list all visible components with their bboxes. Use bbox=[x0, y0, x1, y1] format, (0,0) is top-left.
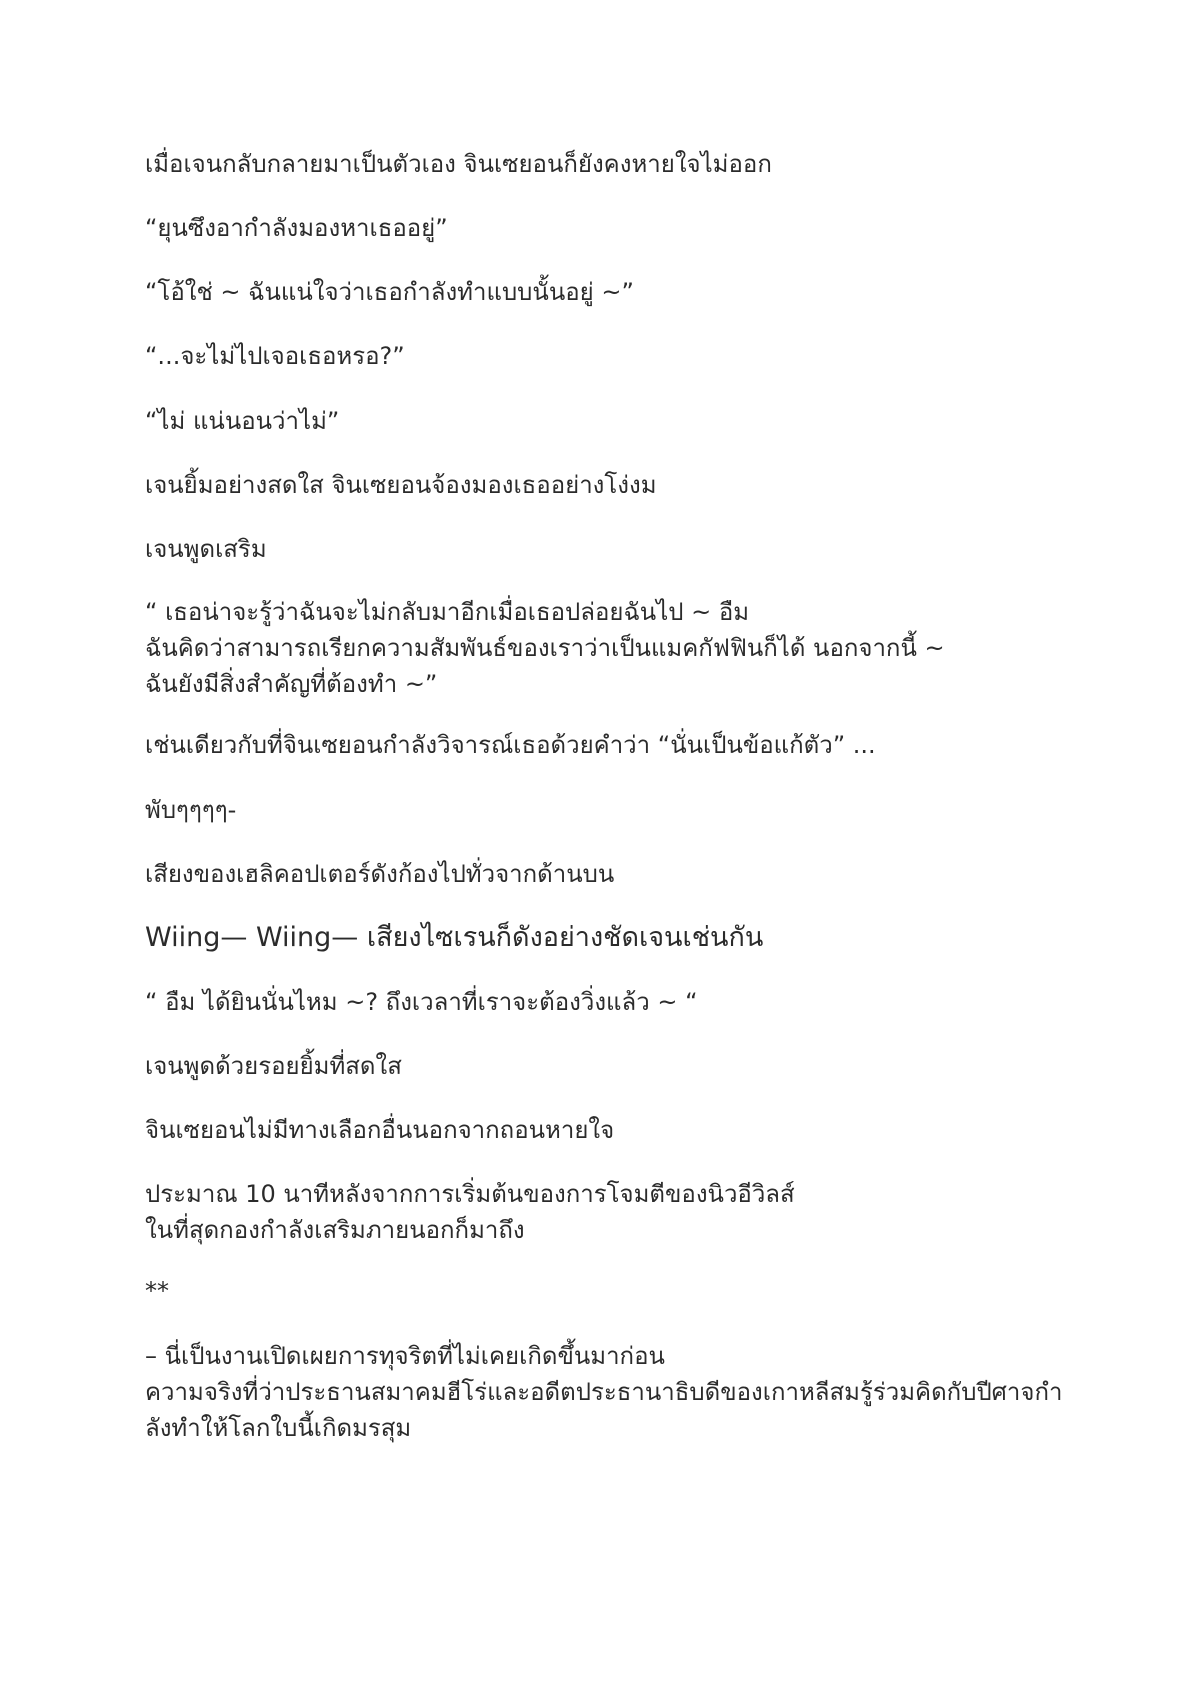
text-line: ฉันคิดว่าสามารถเรียกความสัมพันธ์ของเราว่าเป็นแมคกัฟฟินก็ได้ นอกจากนี้ ~ bbox=[145, 634, 945, 662]
text-line: “โอ้ใช่ ~ ฉันแน่ใจว่าเธอกำลังทำแบบนั้นอยู่ ~” bbox=[145, 278, 634, 306]
text-line: เจนพูดด้วยรอยยิ้มที่สดใส bbox=[145, 1052, 402, 1080]
text-line: จินเซยอนไม่มีทางเลือกอื่นนอกจากถอนหายใจ bbox=[145, 1116, 615, 1144]
paragraph bbox=[145, 467, 1065, 503]
text-line: เจนพูดเสริม bbox=[145, 535, 267, 563]
text-line: “ อืม ได้ยินนั่นไหม ~? ถึงเวลาที่เราจะต้องวิ่งแล้ว ~ “ bbox=[145, 988, 698, 1016]
text-line: ประมาณ 10 นาทีหลังจากการเริ่มต้นของการโจมตีของนิวอีวิลส์ bbox=[145, 1180, 795, 1208]
text-line: – นี่เป็นงานเปิดเผยการทุจริตที่ไม่เคยเกิดขึ้นมาก่อน bbox=[145, 1342, 665, 1370]
paragraph bbox=[145, 1048, 1065, 1084]
text-line: ในที่สุดกองกำลังเสริมภายนอกก็มาถึง bbox=[145, 1216, 525, 1244]
paragraph bbox=[145, 920, 1065, 956]
paragraph bbox=[145, 146, 1065, 182]
paragraph bbox=[145, 1176, 1065, 1248]
paragraph bbox=[145, 792, 1065, 828]
text-line: “ไม่ แน่นอนว่าไม่” bbox=[145, 407, 340, 435]
text-line: ลังทำให้โลกใบนี้เกิดมรสุม bbox=[145, 1414, 412, 1442]
paragraph bbox=[145, 531, 1065, 567]
text-line: เสียงของเฮลิคอปเตอร์ดังก้องไปทั่วจากด้านบน bbox=[145, 860, 615, 888]
paragraph bbox=[145, 338, 1065, 374]
paragraph bbox=[145, 1273, 1065, 1309]
paragraph bbox=[145, 1338, 1065, 1446]
paragraph bbox=[145, 210, 1065, 246]
paragraph bbox=[145, 274, 1065, 310]
paragraph bbox=[145, 403, 1065, 439]
text-line: “ เธอน่าจะรู้ว่าฉันจะไม่กลับมาอีกเมื่อเธอปล่อยฉันไป ~ อืม bbox=[145, 598, 750, 626]
text-line: Wiing— Wiing— เสียงไซเรนก็ดังอย่างชัดเจนเช่นกัน bbox=[145, 922, 764, 953]
text-line: ** bbox=[145, 1277, 169, 1305]
text-line: “...จะไม่ไปเจอเธอหรอ?” bbox=[145, 342, 405, 370]
paragraph bbox=[145, 727, 1065, 763]
paragraph bbox=[145, 984, 1065, 1020]
text-line: ฉันยังมีสิ่งสำคัญที่ต้องทำ ~” bbox=[145, 670, 438, 698]
text-line: ความจริงที่ว่าประธานสมาคมฮีโร่และอดีตประธานาธิบดีของเกาหลีสมรู้ร่วมคิดกับปีศาจกำ bbox=[145, 1378, 1063, 1406]
paragraph bbox=[145, 594, 1065, 702]
text-line: เจนยิ้มอย่างสดใส จินเซยอนจ้องมองเธออย่างโง่งม bbox=[145, 471, 657, 499]
text-line: พับๆๆๆๆ- bbox=[145, 796, 237, 824]
text-line: เมื่อเจนกลับกลายมาเป็นตัวเอง จินเซยอนก็ยังคงหายใจไม่ออก bbox=[145, 150, 772, 178]
text-line: “ยุนซึงอากำลังมองหาเธออยู่” bbox=[145, 214, 448, 242]
text-line: เช่นเดียวกับที่จินเซยอนกำลังวิจารณ์เธอด้วยคำว่า “นั่นเป็นข้อแก้ตัว” ... bbox=[145, 731, 876, 759]
paragraph bbox=[145, 1112, 1065, 1148]
paragraph bbox=[145, 856, 1065, 892]
